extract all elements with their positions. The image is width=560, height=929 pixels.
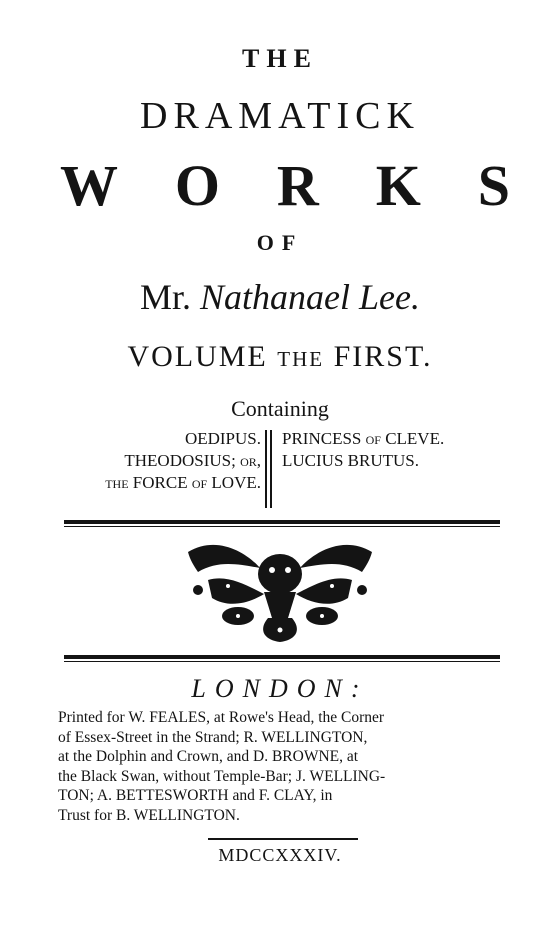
rule-bottom-thin <box>64 661 500 662</box>
author-name: Nathanael Lee. <box>200 277 420 317</box>
title-the: THE <box>242 44 318 73</box>
author-prefix: Mr. <box>140 277 192 317</box>
imprint-line: of Essex-Street in the Strand; R. WELLINGTON, <box>58 728 368 746</box>
floral-cherub-ornament-icon <box>168 534 392 644</box>
imprint-block <box>58 708 508 825</box>
play-title: the FORCE of LOVE. <box>105 473 261 492</box>
rule-bottom <box>64 655 500 659</box>
works-letter: R <box>276 153 319 218</box>
play-title: OEDIPUS. <box>184 429 261 448</box>
works-letter: O <box>174 153 221 218</box>
works-letter: K <box>375 153 421 218</box>
play-title: LUCIUS BRUTUS. <box>282 451 419 470</box>
rule-top <box>64 520 500 524</box>
works-letter: S <box>477 153 510 218</box>
imprint-line: TON; A. BETTESWORTH and F. CLAY, in <box>58 787 333 804</box>
imprint-line: the Black Swan, without Temple-Bar; J. WELLING- <box>58 767 386 785</box>
title-dramatick: DRAMATICK <box>140 95 420 137</box>
author-line <box>0 276 560 318</box>
play-title: PRINCESS of CLEVE. <box>282 429 445 448</box>
imprint-place: LONDON: <box>191 674 369 703</box>
title-of: OF <box>256 230 304 255</box>
publication-date: MDCCXXXIV. <box>218 845 342 865</box>
play-title: THEODOSIUS; or, <box>124 451 261 470</box>
plays-left-column <box>56 428 261 494</box>
imprint-line: at the Dolphin and Crown, and D. BROWNE, at <box>58 748 359 765</box>
plays-right-column <box>282 428 512 472</box>
volume-line: VOLUME the FIRST. <box>127 340 433 373</box>
plays-list <box>56 428 506 510</box>
imprint-line: Printed for W. FEALES, at Rowe's Head, the Corner <box>58 709 385 726</box>
column-divider <box>270 430 272 508</box>
works-letter: W <box>60 153 118 218</box>
title-works <box>60 152 510 216</box>
column-divider <box>265 430 267 508</box>
imprint-line: Trust for B. WELLINGTON. <box>58 806 240 824</box>
rule-date <box>208 838 358 840</box>
containing-label: Containing <box>231 396 329 421</box>
rule-top-thin <box>64 526 500 527</box>
